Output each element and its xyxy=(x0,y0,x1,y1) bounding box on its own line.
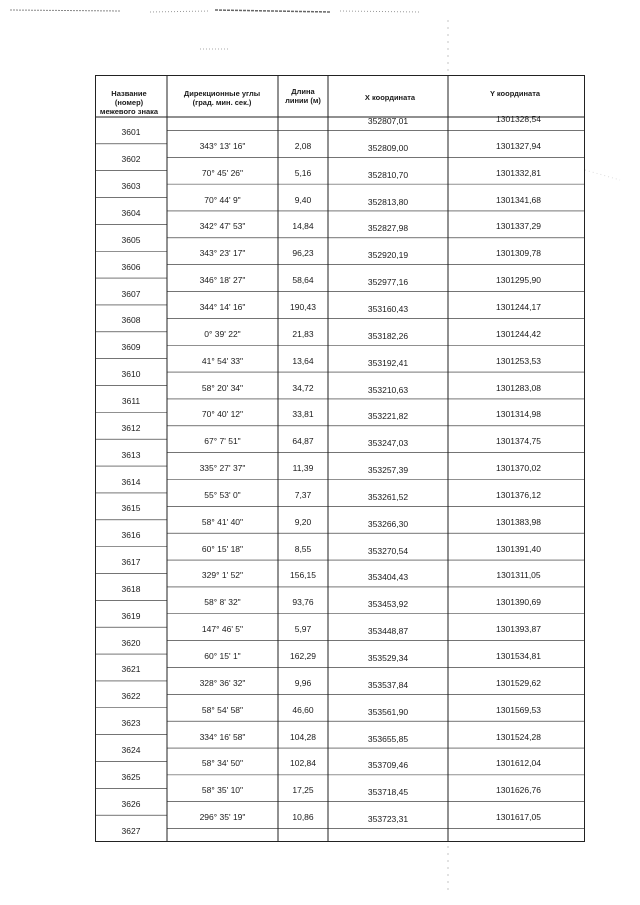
direction-angle-cell: 58° 34' 50" xyxy=(201,758,244,769)
point-name-cell: 3617 xyxy=(121,557,141,568)
direction-angle-cell: 342° 47' 53" xyxy=(199,221,246,232)
y-coordinate-cell: 1301244,42 xyxy=(496,328,541,339)
line-length-cell: 9,40 xyxy=(294,194,312,205)
point-name-cell: 3606 xyxy=(121,261,141,272)
line-length-cell: 33,81 xyxy=(292,409,314,420)
direction-angle-cell: 343° 23' 17" xyxy=(199,248,246,259)
x-coordinate-cell: 353270,54 xyxy=(367,545,409,556)
direction-angle-cell: 58° 41' 40" xyxy=(201,516,244,527)
x-coordinate-cell: 353561,90 xyxy=(367,706,409,717)
line-length-cell: 96,23 xyxy=(292,248,314,259)
point-name-cell: 3619 xyxy=(121,610,141,621)
point-name-cell: 3616 xyxy=(121,530,141,541)
y-coordinate-cell: 1301337,29 xyxy=(496,221,541,232)
line-length-cell: 13,64 xyxy=(292,355,314,366)
point-name-cell: 3604 xyxy=(121,207,141,218)
point-name-cell: 3620 xyxy=(121,637,141,648)
x-coordinate-cell: 353453,92 xyxy=(367,599,409,610)
direction-angle-cell: 70° 40' 12" xyxy=(201,409,244,420)
point-name-cell: 3626 xyxy=(121,798,141,809)
x-coordinate-cell: 353192,41 xyxy=(367,357,409,368)
header-x-coordinate: X координата xyxy=(364,93,416,102)
x-coordinate-cell: 352920,19 xyxy=(367,250,409,261)
x-coordinate-cell: 352827,98 xyxy=(367,223,409,234)
direction-angle-cell: 334° 16' 58" xyxy=(199,731,246,742)
y-coordinate-cell: 1301370,02 xyxy=(496,463,541,474)
y-coordinate-cell: 1301332,81 xyxy=(496,167,541,178)
header-line-length: Длина линии (м) xyxy=(285,87,321,105)
point-name-cell: 3614 xyxy=(121,476,141,487)
line-length-cell: 190,43 xyxy=(290,301,316,312)
point-name-cell: 3618 xyxy=(121,583,141,594)
direction-angle-cell: 41° 54' 33" xyxy=(201,355,244,366)
direction-angle-cell: 346° 18' 27" xyxy=(199,275,246,286)
point-name-cell: 3611 xyxy=(121,395,141,406)
point-name-cell: 3607 xyxy=(121,288,141,299)
x-coordinate-cell: 353247,03 xyxy=(367,438,409,449)
y-coordinate-cell: 1301383,98 xyxy=(496,516,541,527)
x-coordinate-cell: 353182,26 xyxy=(367,330,409,341)
point-name-cell: 3624 xyxy=(121,745,141,756)
x-coordinate-cell: 353655,85 xyxy=(367,733,409,744)
line-length-cell: 14,84 xyxy=(292,221,314,232)
point-name-cell: 3605 xyxy=(121,234,141,245)
line-length-cell: 9,20 xyxy=(294,516,312,527)
x-coordinate-cell: 352813,80 xyxy=(367,196,409,207)
y-coordinate-cell: 1301626,76 xyxy=(496,785,541,796)
coordinate-table xyxy=(95,75,585,842)
y-coordinate-cell: 1301341,68 xyxy=(496,194,541,205)
x-coordinate-cell: 352977,16 xyxy=(367,277,409,288)
header-direction-angle: Дирекционные углы (град. мин. сек.) xyxy=(183,89,261,107)
x-coordinate-cell: 353537,84 xyxy=(367,679,409,690)
line-length-cell: 5,97 xyxy=(294,624,312,635)
y-coordinate-cell: 1301309,78 xyxy=(496,248,541,259)
y-coordinate-cell: 1301534,81 xyxy=(496,651,541,662)
direction-angle-cell: 147° 46' 5" xyxy=(201,624,244,635)
direction-angle-cell: 58° 8' 32" xyxy=(204,597,241,608)
y-coordinate-cell: 1301393,87 xyxy=(496,624,541,635)
y-coordinate-cell: 1301374,75 xyxy=(496,436,541,447)
table-grid xyxy=(95,75,585,842)
direction-angle-cell: 329° 1' 52" xyxy=(201,570,244,581)
x-coordinate-cell: 353160,43 xyxy=(367,303,409,314)
point-name-cell: 3613 xyxy=(121,449,141,460)
header-y-coordinate: Y координата xyxy=(489,89,541,98)
point-name-cell: 3621 xyxy=(121,664,141,675)
line-length-cell: 104,28 xyxy=(290,731,316,742)
x-coordinate-cell: 353261,52 xyxy=(367,491,409,502)
line-length-cell: 17,25 xyxy=(292,785,314,796)
point-name-cell: 3622 xyxy=(121,691,141,702)
line-length-cell: 8,55 xyxy=(294,543,312,554)
direction-angle-cell: 343° 13' 16" xyxy=(199,140,246,151)
y-coordinate-cell: 1301311,05 xyxy=(496,570,541,581)
line-length-cell: 7,37 xyxy=(294,489,312,500)
direction-angle-cell: 344° 14' 16" xyxy=(199,301,246,312)
line-length-cell: 10,86 xyxy=(292,812,314,823)
direction-angle-cell: 55° 53' 0" xyxy=(204,489,241,500)
y-coordinate-cell: 1301390,69 xyxy=(496,597,541,608)
point-name-cell: 3610 xyxy=(121,369,141,380)
x-coordinate-cell: 353210,63 xyxy=(367,384,409,395)
line-length-cell: 9,96 xyxy=(294,677,312,688)
y-coordinate-cell: 1301328,54 xyxy=(496,114,541,124)
y-coordinate-cell: 1301524,28 xyxy=(496,731,541,742)
point-name-cell: 3625 xyxy=(121,771,141,782)
x-coordinate-cell: 353723,31 xyxy=(367,814,409,825)
y-coordinate-cell: 1301569,53 xyxy=(496,704,541,715)
y-coordinate-cell: 1301314,98 xyxy=(496,409,541,420)
y-coordinate-cell: 1301617,05 xyxy=(496,812,541,823)
direction-angle-cell: 70° 45' 26" xyxy=(201,167,244,178)
direction-angle-cell: 67° 7' 51" xyxy=(204,436,241,447)
point-name-cell: 3627 xyxy=(121,825,141,836)
direction-angle-cell: 60° 15' 1" xyxy=(204,651,241,662)
point-name-cell: 3602 xyxy=(121,154,141,165)
x-coordinate-cell: 352810,70 xyxy=(367,169,409,180)
y-coordinate-cell: 1301529,62 xyxy=(496,677,541,688)
direction-angle-cell: 335° 27' 37" xyxy=(199,463,246,474)
line-length-cell: 156,15 xyxy=(290,570,316,581)
x-coordinate-cell: 353529,34 xyxy=(367,653,409,664)
direction-angle-cell: 296° 35' 19" xyxy=(199,812,246,823)
x-coordinate-cell: 353448,87 xyxy=(367,626,409,637)
line-length-cell: 5,16 xyxy=(294,167,312,178)
direction-angle-cell: 328° 36' 32" xyxy=(199,677,246,688)
line-length-cell: 93,76 xyxy=(292,597,314,608)
line-length-cell: 11,39 xyxy=(292,463,314,474)
line-length-cell: 46,60 xyxy=(292,704,314,715)
x-coordinate-cell: 353221,82 xyxy=(367,411,409,422)
x-coordinate-cell: 353709,46 xyxy=(367,760,409,771)
x-coordinate-cell: 352807,01 xyxy=(367,116,409,126)
x-coordinate-cell: 353257,39 xyxy=(367,465,409,476)
x-coordinate-cell: 353718,45 xyxy=(367,787,409,798)
direction-angle-cell: 58° 20' 34" xyxy=(201,382,244,393)
line-length-cell: 34,72 xyxy=(292,382,314,393)
line-length-cell: 2,08 xyxy=(294,140,312,151)
direction-angle-cell: 0° 39' 22" xyxy=(204,328,241,339)
x-coordinate-cell: 353266,30 xyxy=(367,518,409,529)
y-coordinate-cell: 1301295,90 xyxy=(496,275,541,286)
y-coordinate-cell: 1301327,94 xyxy=(496,140,541,151)
point-name-cell: 3615 xyxy=(121,503,141,514)
direction-angle-cell: 58° 35' 10" xyxy=(201,785,244,796)
direction-angle-cell: 58° 54' 58" xyxy=(201,704,244,715)
y-coordinate-cell: 1301376,12 xyxy=(496,489,541,500)
y-coordinate-cell: 1301253,53 xyxy=(496,355,541,366)
header-point-name: Название (номер) межевого знака xyxy=(99,89,159,116)
line-length-cell: 58,64 xyxy=(292,275,314,286)
line-length-cell: 162,29 xyxy=(290,651,316,662)
point-name-cell: 3612 xyxy=(121,422,141,433)
y-coordinate-cell: 1301612,04 xyxy=(496,758,541,769)
line-length-cell: 21,83 xyxy=(292,328,314,339)
direction-angle-cell: 70° 44' 9" xyxy=(204,194,241,205)
point-name-cell: 3623 xyxy=(121,718,141,729)
line-length-cell: 102,84 xyxy=(290,758,316,769)
x-coordinate-cell: 352809,00 xyxy=(367,142,409,153)
point-name-cell: 3609 xyxy=(121,342,141,353)
direction-angle-cell: 60° 15' 18" xyxy=(201,543,244,554)
point-name-cell: 3601 xyxy=(121,127,141,138)
y-coordinate-cell: 1301391,40 xyxy=(496,543,541,554)
line-length-cell: 64,87 xyxy=(292,436,314,447)
y-coordinate-cell: 1301244,17 xyxy=(496,301,541,312)
point-name-cell: 3608 xyxy=(121,315,141,326)
point-name-cell: 3603 xyxy=(121,181,141,192)
x-coordinate-cell: 353404,43 xyxy=(367,572,409,583)
y-coordinate-cell: 1301283,08 xyxy=(496,382,541,393)
